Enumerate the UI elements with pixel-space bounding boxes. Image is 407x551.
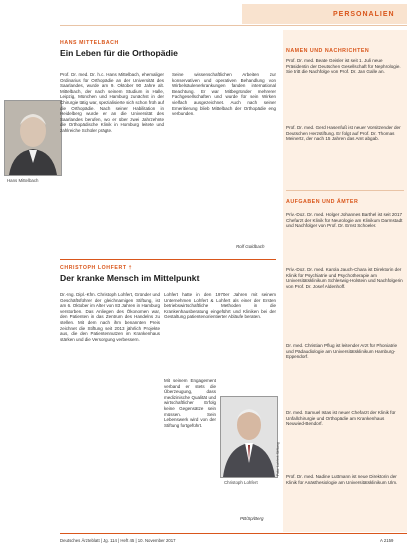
header-rule xyxy=(60,25,407,26)
page-number: A 2159 xyxy=(380,538,394,543)
article2-kicker: CHRISTOPH LOHFERT † xyxy=(60,265,133,271)
article2-text-1: Dr.-Ing. Dipl.-Kfm. Christoph Lohfert, Gründer und Geschäftsführer der gleichnamigen Stiftung, ist am 6. Oktober im Alter von 83 Jahren in Hamburg verstorben. Das Anliegen des Ökonomen war, den Patienten in das Zentrum des Handelns zu stellen. Mit dem nach ihm benannten Preis zeichnet die Stiftung seit 2013 jährlich Projekte aus, die den Patientennutzen im Krankenhaus stärken und die Versorgung verbessern. xyxy=(60,292,160,342)
article2-text-2: Lohfert hatte in den 1970er Jahren mit seinem Unternehmen Lohfert & Lohfert als einer der Ersten betriebswirtschaftliche Methoden in die Krankenhausberatung eingeführt und Kliniken bei der Gestaltung patientenorientierter Abläufe beraten. xyxy=(164,292,276,320)
article2-signature: PB/Sp/Berg xyxy=(240,516,264,521)
section-title: PERSONALIEN xyxy=(333,11,395,18)
sidebar-heading-names: NAMEN UND NACHRICHTEN xyxy=(286,48,370,54)
article2-column-3 xyxy=(164,378,216,522)
photo-credit-lohfert: Foto: Lohfert-Stiftung xyxy=(276,442,280,476)
article2-column-2 xyxy=(164,292,276,374)
article1-column-2 xyxy=(172,72,276,242)
article1-text-2: Seine wissenschaftlichen Arbeiten zur konservativen und operativen Behandlung von Wirbelsäulenerkrankungen fanden international Beachtung. Er war Mitbegründer mehrerer Fachgesellschaften und wurde für sein Wirken vielfach ausgezeichnet. Auch nach seiner Emeritierung blieb Mittelbach der Orthopädie eng verbunden. xyxy=(172,72,276,117)
article1-text-1: Prof. Dr. med. Dr. h.c. Hans Mittelbach, ehemaliger Ordinarius für Orthopädie an der Universität des Saarlandes, wurde am 9. Oktober 90 Jahre alt. Mittelbach, der nach seinem Studium in Halle, Leipzig, München und Hamburg zunächst in der Chirurgie tätig war, spezialisierte sich schon früh auf die Orthopädie. Nach seiner Habilitation in Heidelberg wurde er an die Universität des Saarlandes berufen, wo er über zwei Jahrzehnte die Orthopädische Klinik in Homburg leitete und zahlreiche Schüler prägte. xyxy=(60,72,164,133)
portrait-image xyxy=(5,101,61,175)
article1-headline: Ein Leben für die Orthopädie xyxy=(60,48,178,58)
article1-signature: Rolf Goldbach xyxy=(236,244,265,249)
sidebar-item-tasks-4: Dr. med. Samuel Istas ist neuer Chefarzt der Klinik für Unfallchirurgie und Orthopädie am Krankenhaus Neuwied-Bendorf. xyxy=(286,410,396,427)
sidebar-item-names-2: Prof. Dr. med. Gerd Hasenfuß ist neuer Vorsitzender der Deutschen Herzstiftung. Er folgt auf Prof. Dr. Thomas Meinertz, der nach 15 Jahren das Amt abgab. xyxy=(286,125,401,142)
article2-text-3: Mit seinem Engagement verband er stets die Überzeugung, dass medizinische Qualität und wirtschaftlicher Erfolg keine Gegensätze sein müssen. Sein Lebenswerk wird von der Stiftung fortgeführt. xyxy=(164,378,216,428)
footer-citation: Deutsches Ärzteblatt | Jg. 114 | Heft 45 | 10. November 2017 xyxy=(60,538,176,543)
photo-caption-mittelbach: Hans Mittelbach xyxy=(7,178,39,183)
portrait-photo-mittelbach xyxy=(4,100,62,176)
sidebar-divider xyxy=(286,190,404,191)
sidebar-item-tasks-3: Dr. med. Christian Pflug ist leitender Arzt für Phoniatrie und Pädaudiologie am Universitätsklinikum Hamburg-Eppendorf. xyxy=(286,343,398,360)
sidebar-item-tasks-5: Prof. Dr. med. Nadine Luttmann ist neue Direktorin der Klinik für Anästhesiologie am Universitätsklinikum Ulm. xyxy=(286,474,398,485)
sidebar-item-tasks-2: Priv.-Doz. Dr. med. Karola Jauch-Chara ist Direktorin der Klinik für Psychiatrie und Psychotherapie am Universitätsklinikum Schleswig-Holstein und Nachfolgerin von Prof. Dr. Josef Aldenhoff. xyxy=(286,267,403,289)
sidebar-item-tasks-1: Priv.-Doz. Dr. med. Holger Johannes Barthel ist seit 2017 Chefarzt der Klinik für Neurologie am Klinikum Darmstadt und Nachfolger von Prof. Dr. Ernst Schoeler. xyxy=(286,212,403,229)
article2-headline: Der kranke Mensch im Mittelpunkt xyxy=(60,273,200,283)
portrait-image xyxy=(221,397,277,477)
article1-column-1 xyxy=(60,72,164,247)
footer-rule xyxy=(60,533,407,534)
sidebar-heading-tasks: AUFGABEN UND ÄMTER xyxy=(286,199,359,205)
photo-caption-lohfert: Christoph Lohfert xyxy=(224,480,258,485)
article-divider xyxy=(60,259,276,260)
portrait-photo-lohfert xyxy=(220,396,278,478)
sidebar-item-names-1: Prof. Dr. med. Beate Geisler ist seit 1. Juli neue Präsidentin der Deutschen Gesellschaft für Nephrologie. Sie tritt die Nachfolge von Prof. Dr. Jan Galle an. xyxy=(286,58,401,75)
article1-kicker: HANS MITTELBACH xyxy=(60,40,119,46)
article2-column-1 xyxy=(60,292,160,522)
